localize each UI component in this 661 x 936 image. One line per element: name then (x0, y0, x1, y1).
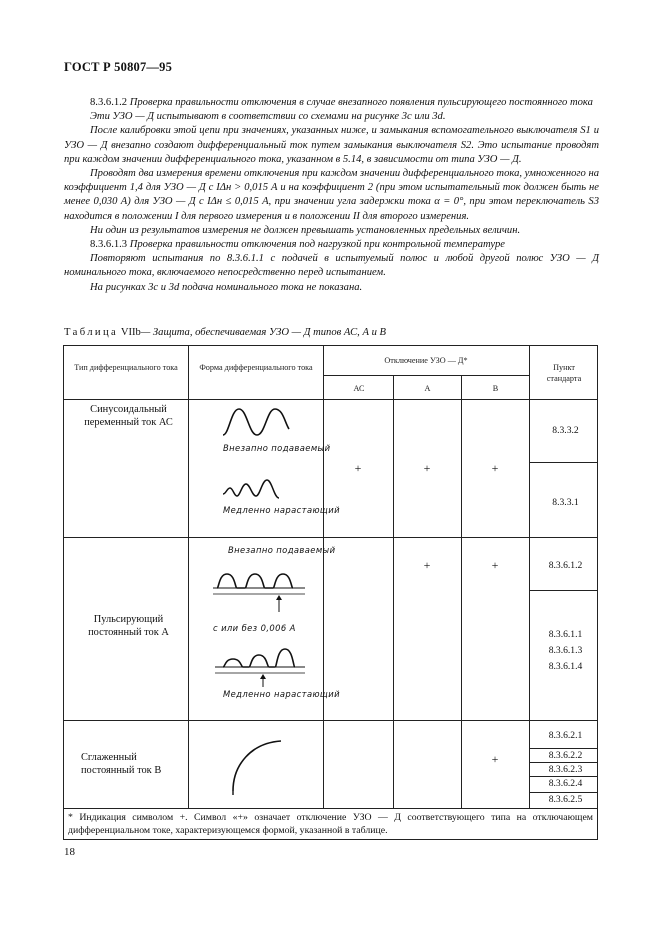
clause-ref: 8.3.6.2.3 (548, 764, 583, 775)
clause-ref: 8.3.6.2.2 (548, 750, 583, 761)
clause-ref: 8.3.3.2 (552, 425, 579, 436)
clause-ref: 8.3.6.1.2 (548, 560, 583, 571)
paragraph: После калибровки этой цепи при значениях, указанных ниже, и замыкания вспомогательного выключателя S1 и УЗО — Д внезапно создают дифференциальный ток путем замыкания выключателя S2. Это испытание проводят при каждом значении дифференциального тока, указанном в 5.14, в зависимости от типа УЗО — Д. (64, 125, 599, 165)
protection-table (63, 345, 598, 840)
page-number: 18 (64, 846, 75, 858)
header-clause: Пункт стандарта (546, 363, 582, 383)
label-slow: Медленно нарастающий (223, 505, 340, 515)
header-current-type: Тип дифференциального тока (74, 363, 178, 372)
paragraph-8-3-6-1-3: 8.3.6.1.3 Проверка правильности отключения под нагрузкой при контрольной температуре (90, 239, 505, 251)
pulsating-sudden-waveform-icon (213, 560, 313, 600)
label-sudden: Внезапно подаваемый (228, 545, 336, 555)
clause-ref: 8.3.6.1.4 (548, 661, 583, 672)
clause-ref: 8.3.3.1 (552, 497, 579, 508)
mark-a-row2: + (423, 558, 431, 572)
pulsating-slow-waveform-icon (213, 645, 313, 689)
mark-b-row1: + (491, 461, 499, 475)
document-header: ГОСТ Р 50807—95 (64, 60, 173, 74)
paragraph: Проводят два измерения времени отключения при каждом значении дифференциального тока, умноженного на коэффициент 1,4 для УЗО — Д с IΔн > 0,015 А и на коэффициент 2 (при этом испытательный ток должен быть не менее 0,030 А) для УЗО — Д с IΔн ≤ 0,015 А, при значении угла задержки тока α = 0°, при этом переключатель S3 находится в положении I для первого измерения и в положении II для второго измерения. (64, 168, 600, 222)
clause-ref: 8.3.6.2.1 (548, 730, 583, 741)
table-caption: Таблица VIIb— Защита, обеспечиваемая УЗО — Д типов АС, А и В (64, 327, 386, 338)
sine-slow-waveform-icon (221, 476, 301, 502)
paragraph: Ни один из результатов измерения не должен превышать установленных предельных величин. (90, 224, 521, 236)
header-trip: Отключение УЗО — Д* (384, 356, 468, 365)
clause-ref: 8.3.6.2.5 (548, 794, 583, 805)
paragraph-8-3-6-1-2: 8.3.6.1.2 Проверка правильности отключения в случае внезапного появления пульсирующего постоянного тока (90, 97, 593, 108)
header-a: А (424, 384, 431, 393)
label-sudden: Внезапно подаваемый (223, 443, 331, 453)
label-with-or-without-0006a: с или без 0,006 А (213, 623, 296, 633)
header-ac: АС (353, 384, 365, 393)
label-slow: Медленно нарастающий (223, 689, 340, 699)
row-ac-type: Синусоидальный переменный ток АС (84, 404, 173, 428)
row-a-type: Пульсирующий постоянный ток А (88, 614, 169, 638)
body-text (64, 96, 599, 295)
clause-ref: 8.3.6.1.3 (548, 645, 583, 656)
paragraph: Повторяют испытания по 8.3.6.1.1 с подачей в испытуемый полюс и любой другой полюс УЗО — Д номинального тока, включаемого непосредственно перед испытанием. (64, 253, 599, 279)
row-b-type: Сглаженный постоянный ток В (81, 752, 162, 776)
header-current-form: Форма дифференциального тока (199, 363, 313, 372)
header-b: В (492, 384, 499, 393)
clause-ref: 8.3.6.1.1 (548, 629, 583, 640)
paragraph: На рисунках 3с и 3d подача номинального тока не показана. (90, 281, 363, 293)
mark-b-row3: + (491, 752, 499, 766)
clause-ref: 8.3.6.2.4 (548, 778, 583, 789)
smoothed-dc-waveform-icon (231, 737, 291, 797)
paragraph: Эти УЗО — Д испытывают в соответствии со схемами на рисунке 3с или 3d. (90, 111, 446, 123)
mark-ac-row1: + (354, 461, 362, 475)
table-footnote: * Индикация символом +. Символ «+» означает отключение УЗО — Д соответствующего типа на отключающем дифференциальном токе, характеризующемся формой, указанной в таблице. (68, 812, 593, 836)
mark-a-row1: + (423, 461, 431, 475)
mark-b-row2: + (491, 558, 499, 572)
sine-sudden-waveform-icon (221, 407, 301, 437)
